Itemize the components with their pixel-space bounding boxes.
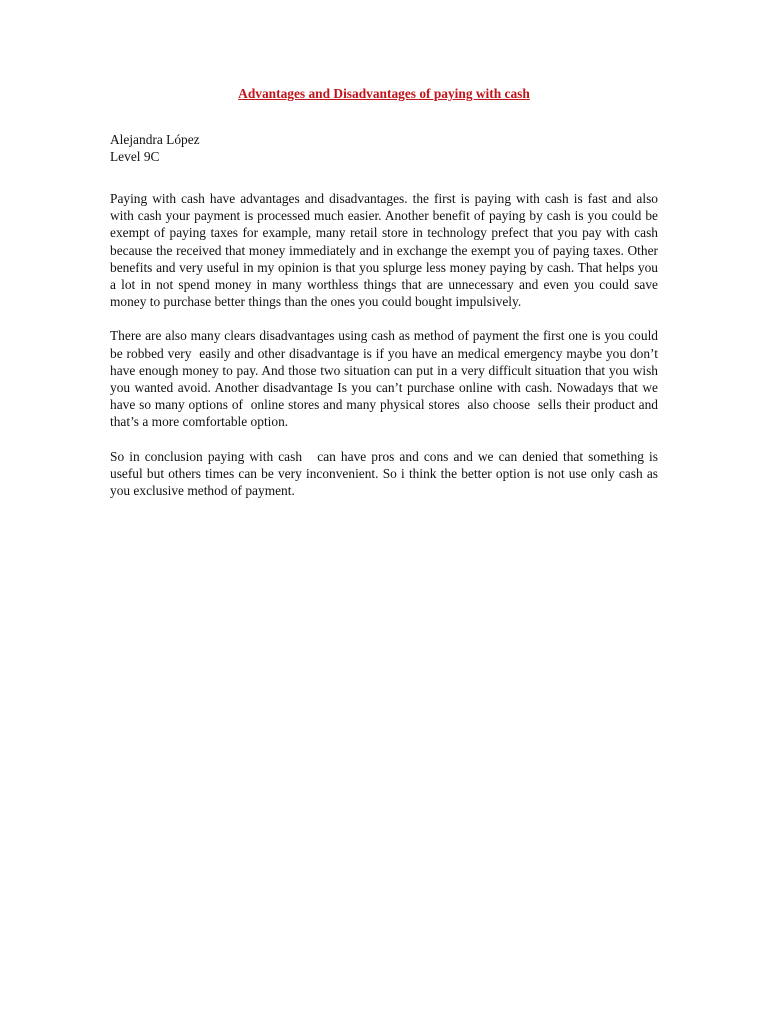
document-body bbox=[110, 190, 662, 516]
author-block bbox=[110, 131, 658, 165]
paragraph-advantages: Paying with cash have advantages and disadvantages. the first is paying with cash is fast and also with cash your payment is processed much easier. Another benefit of paying by cash is you could be exempt of paying taxes for example, many retail store in technology prefect that you pay with cash because the received that money immediately and in exchange the exempt you of paying taxes. Other benefits and very useful in my opinion is that you splurge less money paying by cash. That helps you a lot in not spend money in many worthless things that are unnecessary and even you could save money to purchase better things than the ones you could bought impulsively. bbox=[110, 191, 662, 310]
paragraph-conclusion: So in conclusion paying with cash can have pros and cons and we can denied that something is useful but others times can be very inconvenient. So i think the better option is not use only cash as you exclusive method of payment. bbox=[110, 448, 662, 499]
author-name: Alejandra López bbox=[110, 132, 200, 147]
paragraph-disadvantages: There are also many clears disadvantages using cash as method of payment the first one is you could be robbed very easily and other disadvantage is if you have an medical emergency maybe you don’t have enough money to pay. And those two situation can put in a very difficult situation that you wish you wanted avoid. Another disadvantage Is you can’t purchase online with cash. Nowadays that we have so many options of online stores and many physical stores also choose sells their product and that’s a more comfortable option. bbox=[110, 328, 662, 430]
student-level: Level 9C bbox=[110, 149, 160, 165]
document-title: Advantages and Disadvantages of paying with cash bbox=[238, 86, 530, 101]
